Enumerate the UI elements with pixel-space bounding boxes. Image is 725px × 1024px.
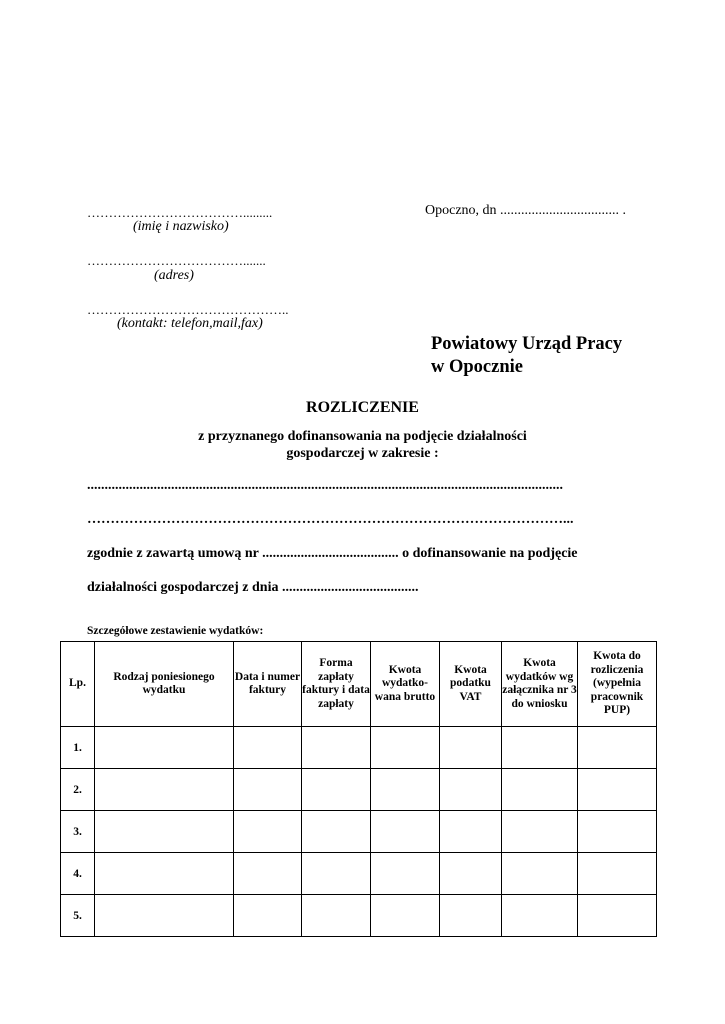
cell-expense-type[interactable]: [95, 853, 234, 895]
cell-payment-form[interactable]: [302, 727, 371, 769]
cell-invoice[interactable]: [234, 811, 302, 853]
cell-settlement-amount[interactable]: [578, 811, 657, 853]
expenses-table: [60, 641, 657, 937]
cell-payment-form[interactable]: [302, 769, 371, 811]
address-dotted-line[interactable]: ……………………………….......: [87, 253, 266, 268]
col-header-attachment-amount: Kwota wydatków wg załącznika nr 3 do wniosku: [502, 642, 578, 727]
row-number: 4.: [61, 853, 95, 895]
table-row: [61, 727, 657, 769]
agreement-text-2: działalności gospodarczej z dnia .......................................: [87, 580, 419, 595]
cell-payment-form[interactable]: [302, 853, 371, 895]
col-header-lp: Lp.: [61, 642, 95, 727]
cell-vat[interactable]: [440, 727, 502, 769]
cell-payment-form[interactable]: [302, 811, 371, 853]
cell-attachment-amount[interactable]: [502, 853, 578, 895]
cell-attachment-amount[interactable]: [502, 895, 578, 937]
cell-vat[interactable]: [440, 769, 502, 811]
name-dotted-line[interactable]: ……………………………….........: [87, 205, 273, 220]
row-number: 2.: [61, 769, 95, 811]
col-header-payment-form: Forma zapłaty faktury i data zapłaty: [302, 642, 371, 727]
row-number: 1.: [61, 727, 95, 769]
cell-gross-amount[interactable]: [371, 727, 440, 769]
table-row: [61, 811, 657, 853]
cell-payment-form[interactable]: [302, 895, 371, 937]
row-number: 5.: [61, 895, 95, 937]
cell-invoice[interactable]: [234, 769, 302, 811]
cell-expense-type[interactable]: [95, 895, 234, 937]
table-row: [61, 895, 657, 937]
cell-expense-type[interactable]: [95, 727, 234, 769]
cell-gross-amount[interactable]: [371, 769, 440, 811]
subtitle-line-1: z przyznanego dofinansowania na podjęcie działalności: [198, 429, 527, 444]
cell-invoice[interactable]: [234, 895, 302, 937]
name-hint: (imię i nazwisko): [133, 219, 229, 234]
cell-vat[interactable]: [440, 811, 502, 853]
col-header-gross-amount: Kwota wydatko-wana brutto: [371, 642, 440, 727]
cell-gross-amount[interactable]: [371, 853, 440, 895]
cell-settlement-amount[interactable]: [578, 727, 657, 769]
cell-expense-type[interactable]: [95, 811, 234, 853]
col-header-vat: Kwota podatku VAT: [440, 642, 502, 727]
table-row: [61, 853, 657, 895]
cell-attachment-amount[interactable]: [502, 769, 578, 811]
col-header-invoice: Data i numer faktury: [234, 642, 302, 727]
document-title: ROZLICZENIE: [306, 399, 419, 416]
cell-expense-type[interactable]: [95, 769, 234, 811]
recipient-line-1: Powiatowy Urząd Pracy: [431, 334, 623, 354]
cell-vat[interactable]: [440, 853, 502, 895]
scope-dotted-line-2[interactable]: …………………………………………………………………………………………...: [87, 512, 574, 527]
cell-invoice[interactable]: [234, 727, 302, 769]
cell-invoice[interactable]: [234, 853, 302, 895]
contact-dotted-line[interactable]: ………………………………………..: [87, 302, 289, 317]
cell-settlement-amount[interactable]: [578, 895, 657, 937]
row-number: 3.: [61, 811, 95, 853]
cell-gross-amount[interactable]: [371, 895, 440, 937]
contact-hint: (kontakt: telefon,mail,fax): [117, 316, 263, 331]
recipient-line-2: w Opocznie: [431, 357, 523, 377]
subtitle-line-2: gospodarczej w zakresie :: [286, 446, 439, 461]
cell-attachment-amount[interactable]: [502, 727, 578, 769]
table-caption: Szczegółowe zestawienie wydatków:: [87, 625, 264, 637]
cell-settlement-amount[interactable]: [578, 769, 657, 811]
col-header-expense-type: Rodzaj poniesionego wydatku: [95, 642, 234, 727]
cell-attachment-amount[interactable]: [502, 811, 578, 853]
scope-dotted-line-1[interactable]: ........................................................................................................................................: [87, 478, 563, 493]
place-date[interactable]: Opoczno, dn .................................. .: [425, 203, 627, 218]
cell-vat[interactable]: [440, 895, 502, 937]
table-row: [61, 769, 657, 811]
col-header-settlement-amount: Kwota do rozliczenia (wypełnia pracownik PUP): [578, 642, 657, 727]
address-hint: (adres): [154, 268, 194, 283]
agreement-text-1: zgodnie z zawartą umową nr ....................................... o dofinansowanie na podjęcie: [87, 546, 578, 561]
table-header-row: [61, 642, 657, 727]
cell-settlement-amount[interactable]: [578, 853, 657, 895]
cell-gross-amount[interactable]: [371, 811, 440, 853]
